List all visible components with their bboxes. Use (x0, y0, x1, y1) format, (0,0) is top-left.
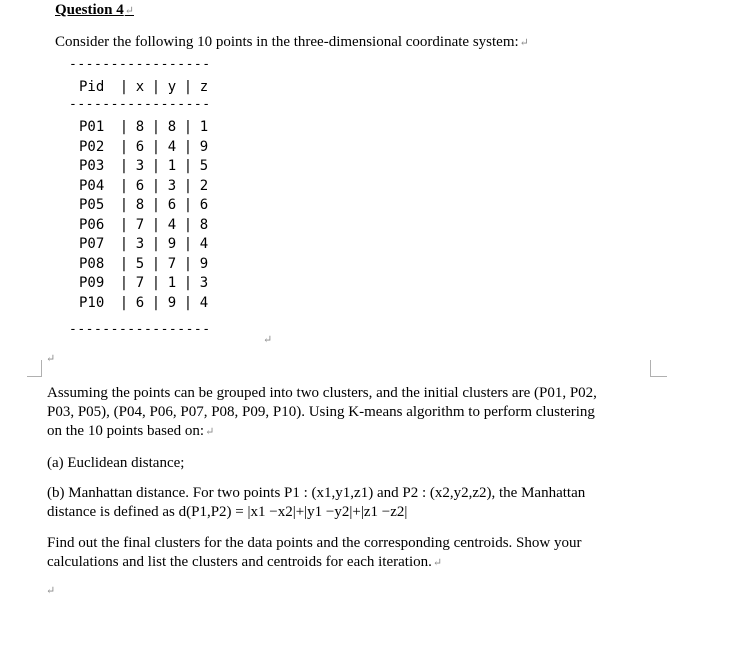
header-z: z (199, 79, 209, 95)
cell-x: 8 (135, 119, 145, 135)
column-separator: | (183, 255, 193, 272)
cell-z: 4 (199, 236, 209, 252)
cell-y: 9 (167, 236, 177, 252)
cell-pid: P04 (79, 177, 105, 194)
text-line: Find out the final clusters for the data points and the corresponding centroids. Show your (47, 535, 582, 551)
column-separator: | (183, 275, 193, 291)
cell-x: 7 (135, 216, 145, 233)
column-separator: | (119, 294, 129, 311)
column-separator: | (151, 236, 161, 252)
table-row (79, 158, 211, 174)
text-line: distance is defined as d(P1,P2) = |x1 −x2|+|y1 −y2|+|z1 −z2| (47, 504, 408, 520)
text-line: calculations and list the clusters and centroids for each iteration. (47, 554, 432, 570)
cell-y: 1 (167, 275, 177, 291)
column-separator: | (151, 119, 161, 135)
column-separator: | (119, 236, 129, 252)
cell-y: 8 (167, 119, 177, 135)
column-separator: | (151, 79, 161, 95)
cell-pid: P03 (79, 158, 105, 174)
column-separator: | (183, 158, 193, 174)
header-x: x (135, 79, 145, 95)
column-separator: | (119, 275, 129, 291)
column-separator: | (151, 255, 161, 272)
column-separator: | (119, 255, 129, 272)
instruction-paragraph (47, 534, 581, 573)
column-separator: | (119, 119, 129, 135)
paragraph-mark: ↵ (124, 5, 134, 17)
cell-pid: P08 (79, 255, 105, 272)
cell-pid: P06 (79, 216, 105, 233)
table-row (79, 256, 211, 272)
assumption-paragraph (47, 384, 597, 442)
intro-text: Consider the following 10 points in the three-dimensional coordinate system:↵ (55, 34, 529, 50)
cell-z: 9 (199, 138, 209, 155)
column-separator: | (183, 294, 193, 311)
column-separator: | (151, 158, 161, 174)
table-dash-line-top: ----------------- (69, 57, 211, 72)
cell-y: 4 (167, 138, 177, 155)
column-separator: | (183, 119, 193, 135)
cell-z: 1 (199, 119, 209, 135)
paragraph-mark: ↵ (205, 426, 215, 438)
column-separator: | (119, 177, 129, 194)
paragraph-mark: ↵ (46, 585, 56, 597)
column-separator: | (183, 79, 193, 95)
cell-y: 9 (167, 294, 177, 311)
table-row (79, 178, 211, 194)
table-row (79, 217, 211, 233)
cell-z: 3 (199, 275, 209, 291)
column-separator: | (119, 197, 129, 213)
text-line: (b) Manhattan distance. For two points P1 : (x1,y1,z1) and P2 : (x2,y2,z2), the Manhattan (47, 485, 586, 501)
cell-x: 8 (135, 197, 145, 213)
text-line: Assuming the points can be grouped into two clusters, and the initial clusters are (P01, P02, (47, 385, 597, 401)
table-row (79, 236, 211, 252)
table-header-row (79, 79, 211, 95)
column-separator: | (119, 79, 129, 95)
table-row (79, 139, 211, 155)
table-row (79, 295, 211, 311)
column-separator: | (119, 158, 129, 174)
column-separator: | (151, 177, 161, 194)
table-dash-line-bottom: ----------------- (69, 322, 211, 337)
paragraph-mark: ↵ (46, 353, 56, 365)
column-separator: | (119, 138, 129, 155)
cell-y: 3 (167, 177, 177, 194)
column-separator: | (183, 177, 193, 194)
column-separator: | (183, 138, 193, 155)
column-separator: | (151, 138, 161, 155)
column-separator: | (183, 197, 193, 213)
cell-y: 4 (167, 216, 177, 233)
header-y: y (167, 79, 177, 95)
table-row (79, 119, 211, 135)
table-dash-line-mid: ----------------- (69, 97, 211, 112)
cell-pid: P01 (79, 119, 105, 135)
text-line: P03, P05), (P04, P06, P07, P08, P09, P10). Using K-means algorithm to perform clustering (47, 404, 595, 420)
header-pid: Pid (79, 79, 105, 95)
table-row (79, 197, 211, 213)
cell-pid: P10 (79, 294, 105, 311)
cell-x: 3 (135, 158, 145, 174)
cell-pid: P09 (79, 275, 105, 291)
cell-y: 1 (167, 158, 177, 174)
cell-x: 6 (135, 177, 145, 194)
cell-z: 4 (199, 294, 209, 311)
cell-y: 7 (167, 255, 177, 272)
paragraph-mark: ↵ (263, 334, 273, 346)
paragraph-mark: ↵ (432, 557, 443, 569)
item-a: (a) Euclidean distance; (47, 455, 185, 471)
text-line: on the 10 points based on: (47, 423, 205, 439)
cell-x: 7 (135, 275, 145, 291)
column-separator: | (151, 275, 161, 291)
column-separator: | (183, 216, 193, 233)
table-row (79, 275, 211, 291)
cell-z: 8 (199, 216, 209, 233)
cell-x: 3 (135, 236, 145, 252)
cell-z: 9 (199, 255, 209, 272)
question-title: Question 4↵ (55, 2, 134, 18)
item-b (47, 484, 585, 522)
cell-x: 5 (135, 255, 145, 272)
cell-y: 6 (167, 197, 177, 213)
cell-z: 2 (199, 177, 209, 194)
column-separator: | (119, 216, 129, 233)
cell-z: 6 (199, 197, 209, 213)
margin-corner-mark (27, 360, 42, 377)
column-separator: | (151, 197, 161, 213)
column-separator: | (151, 216, 161, 233)
cell-z: 5 (199, 158, 209, 174)
cell-pid: P02 (79, 138, 105, 155)
cell-x: 6 (135, 294, 145, 311)
cell-x: 6 (135, 138, 145, 155)
margin-corner-mark (650, 360, 667, 377)
column-separator: | (183, 236, 193, 252)
cell-pid: P05 (79, 197, 105, 213)
cell-pid: P07 (79, 236, 105, 252)
column-separator: | (151, 294, 161, 311)
paragraph-mark: ↵ (519, 37, 529, 49)
